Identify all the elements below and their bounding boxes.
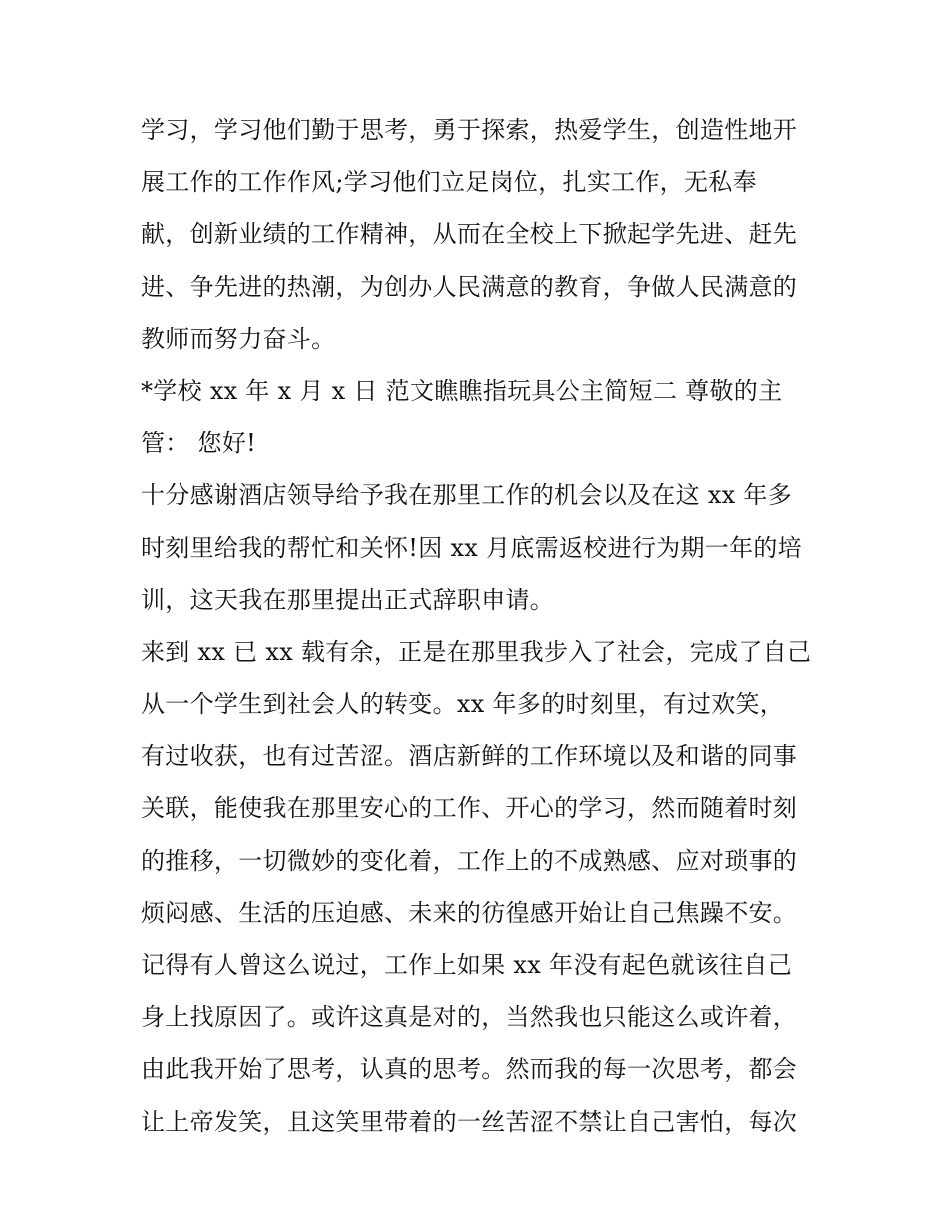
document-body xyxy=(141,104,821,1148)
text-line: 展工作的工作作风;学习他们立足岗位，扎实工作，无私奉 xyxy=(141,168,757,197)
text-line: 十分感谢酒店领导给予我在那里工作的机会以及在这 xx 年多 xyxy=(141,481,793,510)
text-line: 记得有人曾这么说过，工作上如果 xx 年没有起色就该往自己 xyxy=(141,951,793,979)
text-line: 学习，学习他们勤于思考，勇于探索，热爱学生，创造性地开 xyxy=(141,116,798,144)
text-line: 关联，能使我在那里安心的工作、开心的学习，然而随着时刻 xyxy=(141,794,798,823)
text-line: 有过收获，也有过苦涩。酒店新鲜的工作环境以及和谐的同事 xyxy=(141,742,798,771)
text-line: 进、争先进的热潮，为创办人民满意的教育，争做人民满意的 xyxy=(141,272,798,301)
text-line: 管： 您好! xyxy=(141,429,257,458)
text-line: 的推移，一切微妙的变化着，工作上的不成熟感、应对琐事的 xyxy=(141,846,798,875)
text-line: 从一个学生到社会人的转变。xx 年多的时刻里，有过欢笑， xyxy=(141,690,785,719)
text-line: 教师而努力奋斗。 xyxy=(141,324,336,353)
text-line: 身上找原因了。或许这真是对的，当然我也只能这么或许着， xyxy=(141,1003,798,1032)
text-line: 来到 xx 已 xx 载有余，正是在那里我步入了社会，完成了自己 xyxy=(141,637,812,666)
text-line: 时刻里给我的帮忙和关怀!因 xx 月底需返校进行为期一年的培 xyxy=(141,533,802,562)
text-line: *学校 xx 年 x 月 x 日 范文瞧瞧指玩具公主简短二 尊敬的主 xyxy=(141,376,783,405)
text-line: 让上帝发笑，且这笑里带着的一丝苦涩不禁让自己害怕，每次 xyxy=(141,1107,798,1136)
text-line: 由此我开始了思考，认真的思考。然而我的每一次思考，都会 xyxy=(141,1055,798,1084)
text-line: 献，创新业绩的工作精神，从而在全校上下掀起学先进、赶先 xyxy=(141,220,798,249)
text-line: 烦闷感、生活的压迫感、未来的彷徨感开始让自己焦躁不安。 xyxy=(141,898,798,927)
text-line: 训，这天我在那里提出正式辞职申请。 xyxy=(141,585,555,614)
